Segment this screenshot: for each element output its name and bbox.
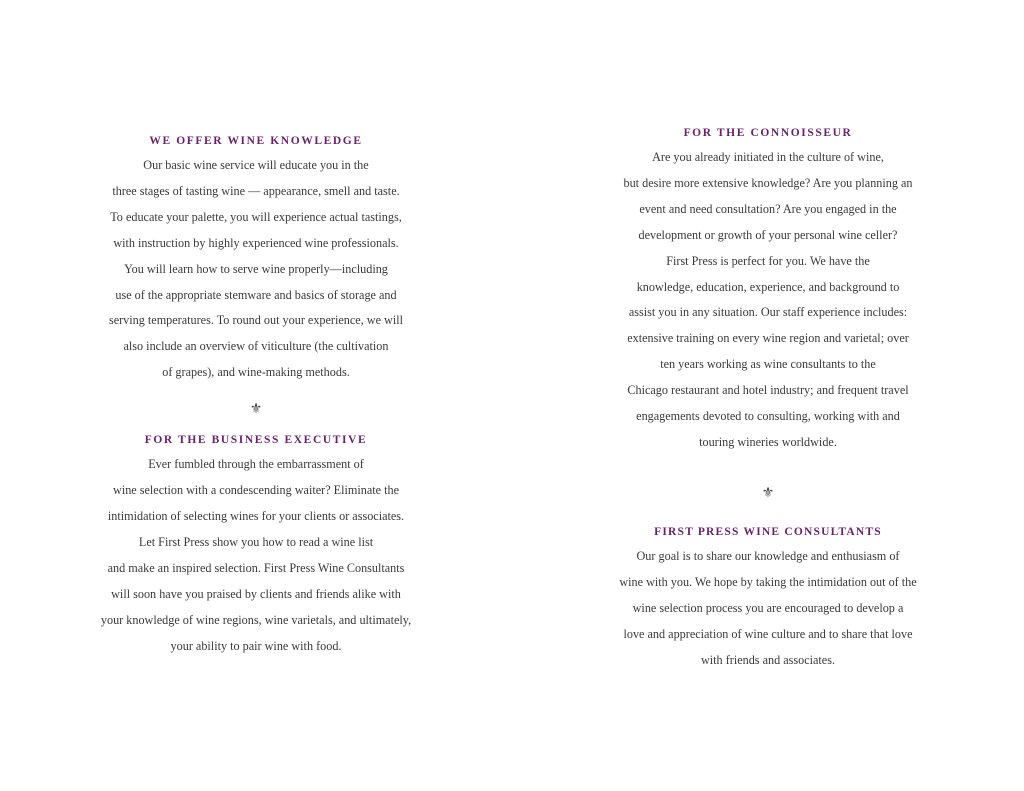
- fleur-de-lis-icon: ⚜: [761, 484, 775, 501]
- text-line: wine with you. We hope by taking the intimidation out of the: [619, 574, 917, 589]
- connoisseur-section: [604, 125, 932, 456]
- text-line: love and appreciation of wine culture and to share that love: [623, 626, 913, 641]
- text-line: but desire more extensive knowledge? Are you planning an: [623, 175, 913, 190]
- text-line: intimidation of selecting wines for your clients or associates.: [107, 508, 405, 523]
- paragraph-consultants: [604, 544, 932, 674]
- text-line: To educate your palette, you will experience actual tastings,: [110, 209, 402, 224]
- section-heading-connoisseur: FOR THE CONNOISSEUR: [683, 127, 853, 139]
- text-line: Ever fumbled through the embarrassment of: [148, 457, 364, 472]
- section-heading-wine-knowledge: WE OFFER WINE KNOWLEDGE: [149, 135, 363, 147]
- text-line: serving temperatures. To round out your experience, we will: [108, 313, 404, 328]
- text-line: ten years working as wine consultants to the: [660, 357, 876, 372]
- wine-knowledge-section: [96, 133, 416, 386]
- text-line: your knowledge of wine regions, wine varietals, and ultimately,: [100, 612, 412, 627]
- paragraph-wine-knowledge: [96, 153, 416, 386]
- section-heading-business-executive: FOR THE BUSINESS EXECUTIVE: [144, 434, 368, 447]
- text-line: of grapes), and wine-making methods.: [162, 365, 350, 380]
- text-line: and make an inspired selection. First Press Wine Consultants: [107, 560, 405, 575]
- text-line: engagements devoted to consulting, working with and: [636, 409, 900, 424]
- text-line: You will learn how to serve wine properly—including: [124, 261, 388, 276]
- text-line: knowledge, education, experience, and background to: [636, 279, 900, 294]
- text-line: touring wineries worldwide.: [699, 434, 837, 449]
- text-line: wine selection process you are encouraged to develop a: [632, 600, 904, 615]
- text-line: First Press is perfect for you. We have the: [666, 253, 870, 268]
- text-line: event and need consultation? Are you engaged in the: [639, 201, 897, 216]
- section-heading-consultants: FIRST PRESS WINE CONSULTANTS: [654, 525, 882, 538]
- text-line: with friends and associates.: [700, 652, 836, 667]
- text-line: three stages of tasting wine — appearance, smell and taste.: [112, 183, 400, 198]
- text-line: Our goal is to share our knowledge and enthusiasm of: [636, 548, 900, 563]
- left-panel: [96, 133, 416, 659]
- text-line: extensive training on every wine region and varietal; over: [627, 331, 909, 346]
- text-line: Let First Press show you how to read a wine list: [138, 534, 374, 549]
- paragraph-business-executive: [96, 452, 416, 659]
- consultants-section: [604, 524, 932, 674]
- text-line: wine selection with a condescending waiter? Eliminate the: [113, 483, 399, 498]
- text-line: will soon have you praised by clients and friends alike with: [111, 586, 401, 601]
- fleur-de-lis-icon: ⚜: [249, 401, 263, 418]
- text-line: also include an overview of viticulture (the cultivation: [123, 339, 389, 354]
- text-line: Chicago restaurant and hotel industry; and frequent travel: [627, 383, 909, 398]
- text-line: Are you already initiated in the culture of wine,: [652, 150, 884, 164]
- right-panel: [604, 125, 932, 673]
- text-line: use of the appropriate stemware and basics of storage and: [115, 287, 397, 302]
- text-line: assist you in any situation. Our staff experience includes:: [628, 305, 908, 320]
- paragraph-connoisseur: [604, 145, 932, 456]
- text-line: Our basic wine service will educate you in the: [143, 158, 369, 172]
- business-executive-section: [96, 432, 416, 659]
- text-line: your ability to pair wine with food.: [170, 638, 342, 653]
- text-line: with instruction by highly experienced wine professionals.: [113, 235, 399, 250]
- text-line: development or growth of your personal wine celler?: [638, 227, 898, 242]
